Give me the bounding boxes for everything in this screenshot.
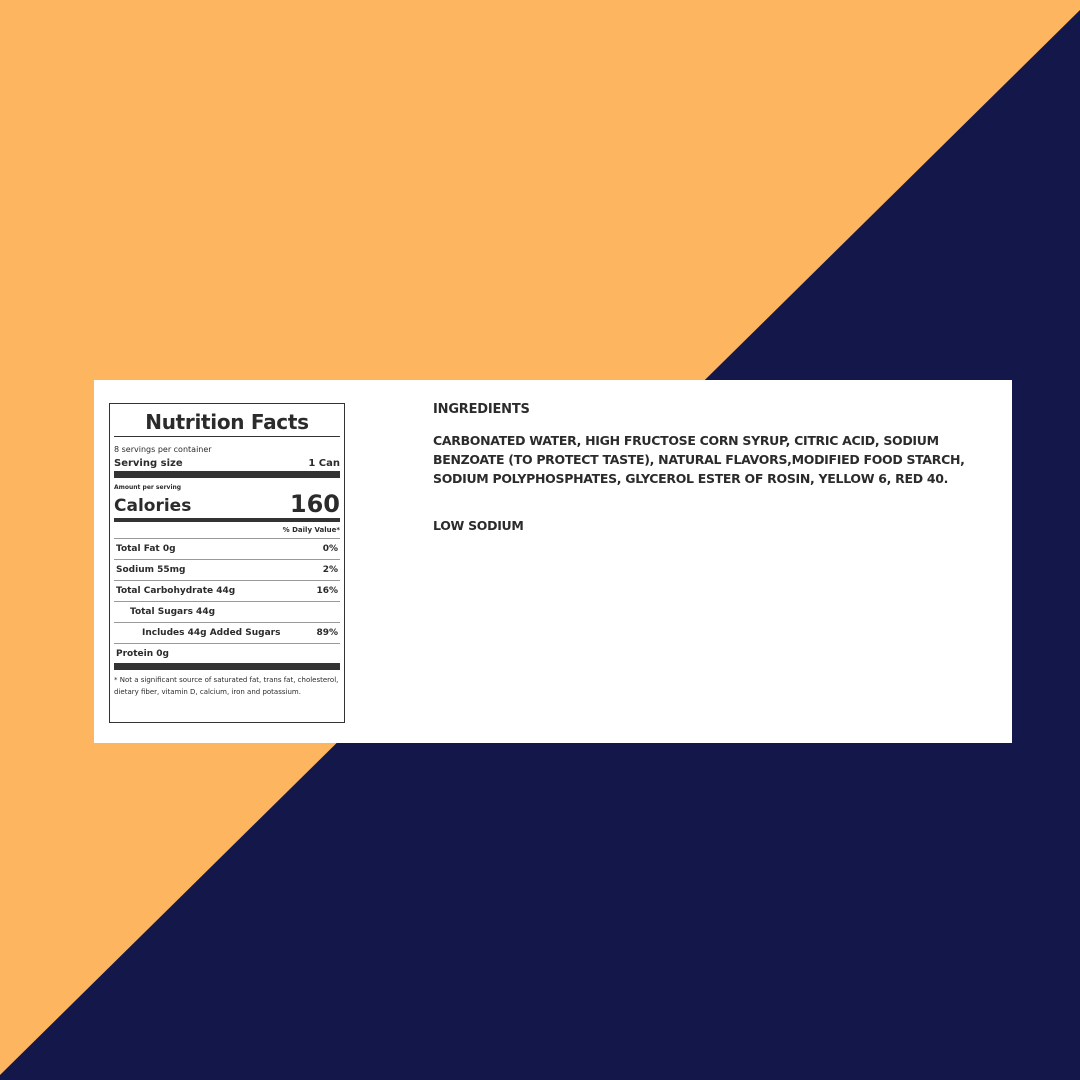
nutrient-label: Includes 44g Added Sugars (142, 628, 281, 638)
calories-row (114, 492, 340, 518)
nutrient-label: Total Sugars 44g (130, 607, 216, 617)
nutrient-label: Protein 0g (116, 648, 169, 659)
servings-per-container: 8 servings per container (114, 445, 212, 454)
nutrient-row (114, 644, 340, 663)
amount-per-serving: Amount per serving (114, 484, 182, 491)
nutrient-row (114, 623, 340, 644)
ingredients-title: INGREDIENTS (433, 402, 530, 417)
nutrition-title: Nutrition Facts (114, 404, 340, 437)
serving-size-label: Serving size (114, 457, 183, 469)
nutrient-label: Total Carbohydrate 44g (116, 586, 236, 596)
info-panel (94, 380, 1012, 743)
nutrient-value: 16% (316, 586, 338, 596)
nutrient-value: 0% (322, 544, 338, 554)
nutrient-value: 2% (322, 565, 338, 575)
nutrient-row (114, 560, 340, 581)
nutrient-label: Total Fat 0g (116, 544, 176, 554)
calories-value: 160 (289, 490, 340, 518)
divider-thick (114, 471, 340, 478)
nutrition-footnote: * Not a significant source of saturated fat, trans fat, cholesterol, dietary fiber, vitamin D, calcium, iron and potassium. (114, 676, 339, 696)
low-sodium-claim: LOW SODIUM (433, 518, 524, 533)
nutrition-facts-label (109, 403, 345, 723)
nutrient-row (114, 602, 340, 623)
calories-label: Calories (114, 496, 192, 516)
daily-value-header: % Daily Value* (114, 522, 340, 539)
nutrient-value: 89% (316, 628, 338, 638)
serving-size-value: 1 Can (308, 457, 340, 469)
ingredients-text: CARBONATED WATER, HIGH FRUCTOSE CORN SYRUP, CITRIC ACID, SODIUM BENZOATE (TO PROTECT TASTE), NATURAL FLAVORS,MODIFIED FOOD STARCH, SODIUM POLYPHOSPHATES, GLYCEROL ESTER OF ROSIN, YELLOW 6, RED 40. (433, 433, 965, 486)
nutrient-row (114, 539, 340, 560)
divider-thick (114, 663, 340, 670)
nutrient-row (114, 581, 340, 602)
serving-size-row (114, 455, 340, 471)
ingredients-section (433, 402, 1003, 533)
nutrient-label: Sodium 55mg (116, 565, 186, 575)
